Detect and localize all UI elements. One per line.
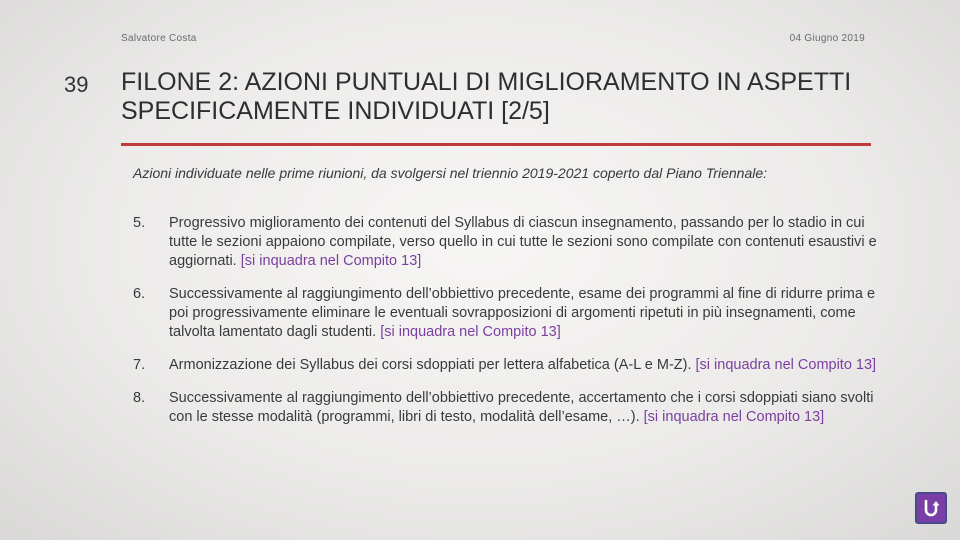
item-number: 6. — [133, 286, 146, 302]
slide-title: FILONE 2: AZIONI PUNTUALI DI MIGLIORAMENTO IN ASPETTI SPECIFICAMENTE INDIVIDUATI [2/5] — [121, 68, 852, 125]
return-arrow-icon — [920, 497, 942, 519]
item-number: 8. — [133, 390, 146, 406]
list-item — [133, 285, 881, 342]
item-reference: [si inquadra nel Compito 13] — [695, 357, 877, 373]
list-item — [133, 214, 881, 271]
list-item — [133, 389, 881, 427]
item-body: Armonizzazione dei Syllabus dei corsi sdoppiati per lettera alfabetica (A-L e M-Z). — [169, 357, 696, 373]
item-body: Successivamente al raggiungimento dell’obbiettivo precedente, accertamento che i corsi sdoppiati siano svolti con le stesse modalità (programmi, libri di testo, modalità dell’esame, …). — [169, 390, 874, 425]
item-number: 5. — [133, 215, 146, 231]
item-text — [169, 356, 881, 375]
item-reference: [si inquadra nel Compito 13] — [380, 324, 561, 340]
action-list — [133, 214, 881, 441]
author-name: Salvatore Costa — [121, 33, 197, 44]
item-text — [169, 214, 881, 271]
item-text — [169, 285, 881, 342]
presentation-date: 04 Giugno 2019 — [789, 33, 865, 44]
list-item — [133, 356, 881, 375]
item-text — [169, 389, 881, 427]
intro-text: Azioni individuate nelle prime riunioni, da svolgersi nel triennio 2019-2021 coperto dal Piano Triennale: — [133, 165, 768, 181]
item-body: Progressivo miglioramento dei contenuti del Syllabus di ciascun insegnamento, passando per lo stadio in cui tutte le sezioni appaiono compilate, verso quello in cui tutte le sezioni sono compilate con contenuti esaustivi e aggiornati. — [169, 215, 877, 269]
return-button[interactable] — [915, 492, 947, 524]
item-number: 7. — [133, 357, 146, 373]
title-underline — [121, 143, 871, 146]
item-reference: [si inquadra nel Compito 13] — [240, 253, 422, 269]
item-body: Successivamente al raggiungimento dell’obbiettivo precedente, esame dei programmi al fine di ridurre prima e poi progressivamente eliminare le eventuali sovrapposizioni di argomenti ripetuti in più insegnamenti, come talvolta lamentato dagli studenti. — [169, 286, 876, 340]
item-reference: [si inquadra nel Compito 13] — [643, 409, 825, 425]
slide-number: 39 — [64, 72, 89, 97]
